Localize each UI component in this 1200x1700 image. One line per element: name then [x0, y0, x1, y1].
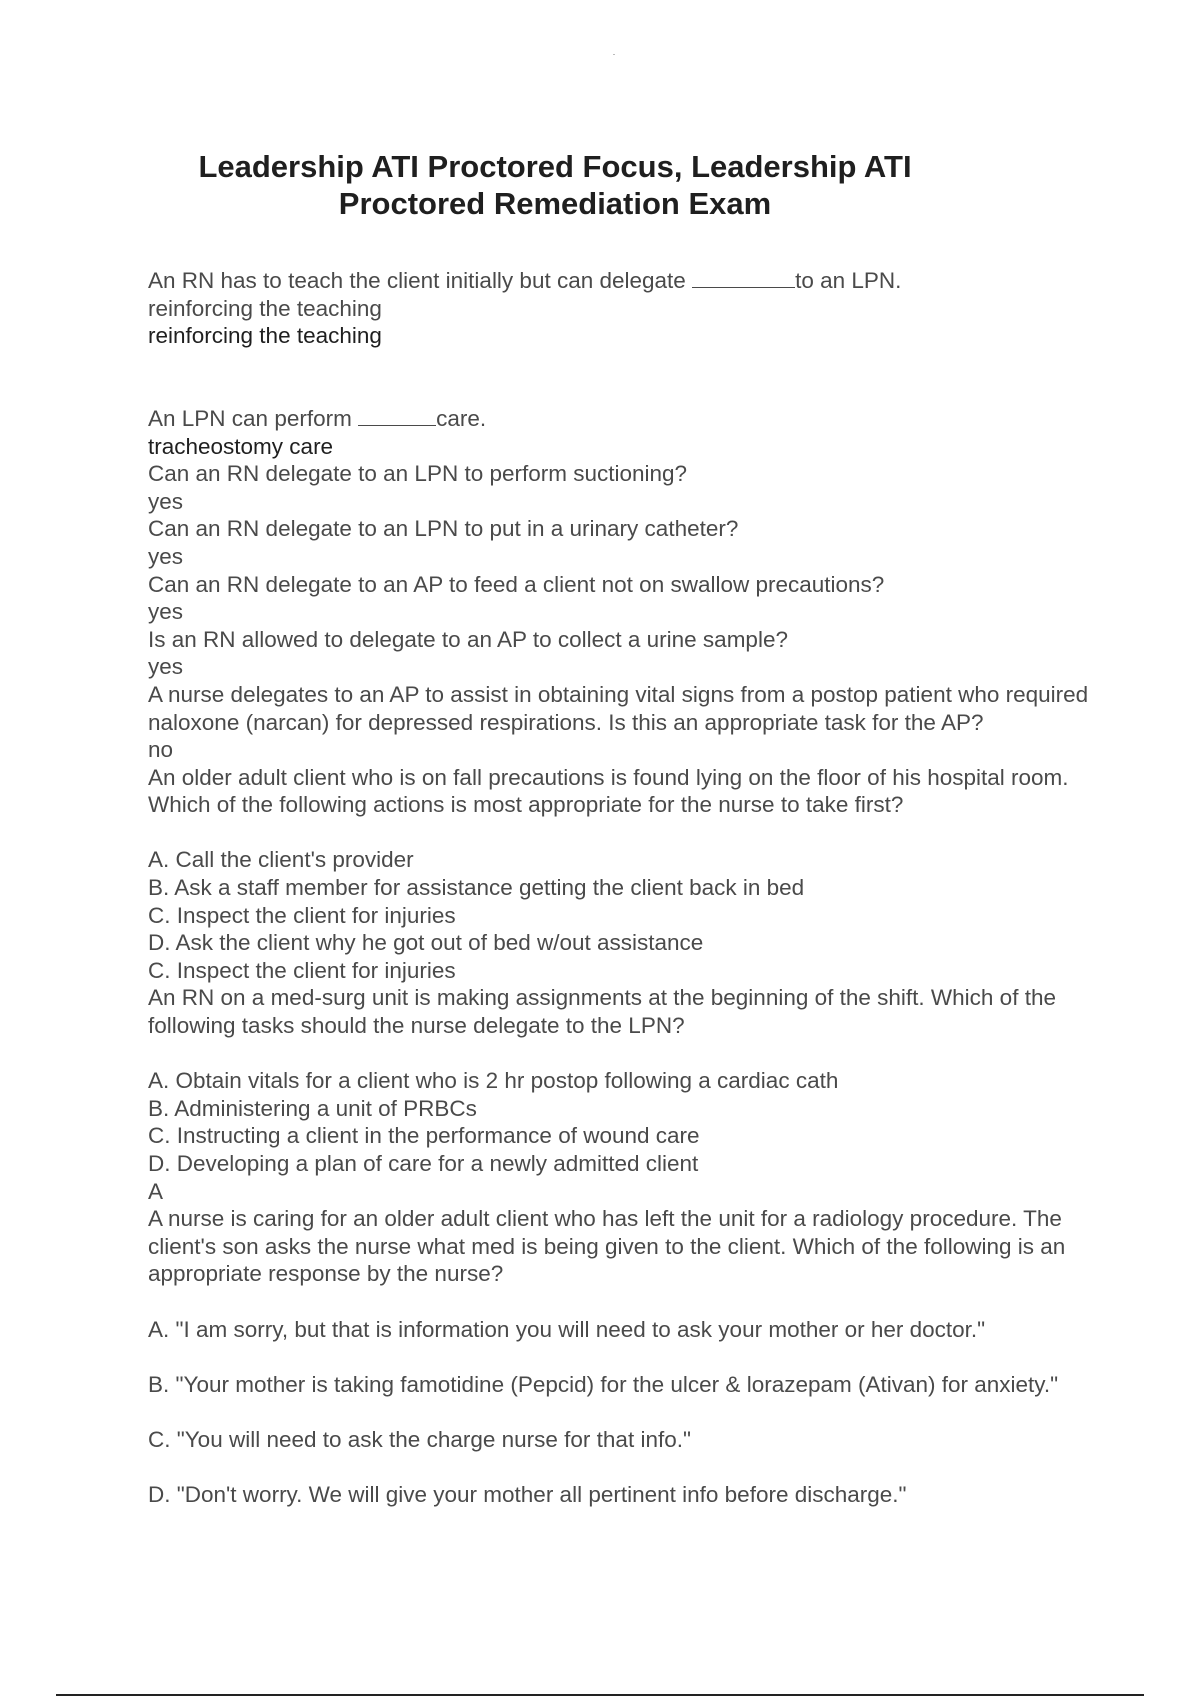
question-9-option-c: C. Instructing a client in the performance of wound care: [148, 1123, 700, 1149]
question-6: Is an RN allowed to delegate to an AP to collect a urine sample?: [148, 626, 788, 652]
title-line-2: Proctored Remediation Exam: [338, 186, 772, 221]
question-8-option-b: B. Ask a staff member for assistance getting the client back in bed: [148, 875, 805, 901]
question-10-option-c: C. "You will need to ask the charge nurse for that info.": [148, 1426, 691, 1452]
answer-6: yes: [148, 654, 184, 680]
document-title: [120, 148, 990, 222]
question-1: [148, 267, 1108, 295]
question-2: [148, 405, 1108, 433]
spacer: [148, 1343, 1108, 1371]
fill-in-blank: [358, 407, 436, 426]
answer-9: A: [148, 1178, 164, 1204]
question-10-option-d: D. "Don't worry. We will give your mother all pertinent info before discharge.": [148, 1482, 907, 1508]
answer-7: no: [148, 737, 174, 763]
spacer: [148, 1040, 1108, 1068]
question-8: An older adult client who is on fall precautions is found lying on the floor of his hospital room. Which of the following actions is most appropriate for the nurse to take first?: [148, 764, 1069, 818]
answer-4: yes: [148, 543, 184, 569]
fill-in-blank: [692, 269, 795, 288]
spacer: [148, 350, 1108, 378]
question-2-end: care.: [436, 405, 487, 431]
question-10-option-b: B. "Your mother is taking famotidine (Pepcid) for the ulcer & lorazepam (Ativan) for anxiety.": [148, 1371, 1059, 1397]
question-9-option-d: D. Developing a plan of care for a newly admitted client: [148, 1151, 699, 1176]
question-9-option-b: B. Administering a unit of PRBCs: [148, 1095, 477, 1121]
answer-5: yes: [148, 599, 184, 625]
question-1-end: to an LPN.: [795, 268, 902, 293]
question-list: [148, 267, 1108, 1509]
question-3: Can an RN delegate to an LPN to perform suctioning?: [148, 461, 688, 487]
question-10: A nurse is caring for an older adult client who has left the unit for a radiology procedure. The client's son asks the nurse what med is being given to the client. Which of the following is an appropriate response by the nurse?: [148, 1206, 1066, 1287]
answer-8: C. Inspect the client for injuries: [148, 957, 456, 983]
question-5: Can an RN delegate to an AP to feed a client not on swallow precautions?: [148, 571, 885, 597]
spacer: [148, 1454, 1108, 1482]
bottom-divider: [56, 1694, 1144, 1696]
title-line-1: Leadership ATI Proctored Focus, Leadership ATI: [198, 149, 912, 184]
answer-1: reinforcing the teaching: [148, 323, 382, 349]
question-10-option-a: A. "I am sorry, but that is information you will need to ask your mother or her doctor.": [148, 1316, 986, 1342]
question-4: Can an RN delegate to an LPN to put in a urinary catheter?: [148, 516, 739, 542]
question-8-option-a: A. Call the client's provider: [148, 847, 414, 873]
question-8-option-c: C. Inspect the client for injuries: [148, 902, 456, 928]
spacer: [148, 1288, 1108, 1316]
spacer: [148, 1398, 1108, 1426]
question-7: A nurse delegates to an AP to assist in obtaining vital signs from a postop patient who required naloxone (narcan) for depressed respirations. Is this an appropriate task for the AP?: [148, 681, 1089, 735]
question-9-option-a: A. Obtain vitals for a client who is 2 hr postop following a cardiac cath: [148, 1068, 839, 1094]
question-9: An RN on a med-surg unit is making assignments at the beginning of the shift. Which of the following tasks should the nurse delegate to the LPN?: [148, 985, 1056, 1039]
answer-3: yes: [148, 488, 184, 514]
question-8-option-d: D. Ask the client why he got out of bed w/out assistance: [148, 930, 704, 956]
page-speck: [613, 54, 615, 55]
question-1-start: An RN has to teach the client initially but can delegate: [148, 268, 693, 293]
spacer: [148, 819, 1108, 847]
answer-1-echo: reinforcing the teaching: [148, 295, 382, 321]
question-2-start: An LPN can perform: [148, 405, 359, 431]
spacer: [148, 377, 1108, 405]
answer-2: tracheostomy care: [148, 433, 334, 459]
